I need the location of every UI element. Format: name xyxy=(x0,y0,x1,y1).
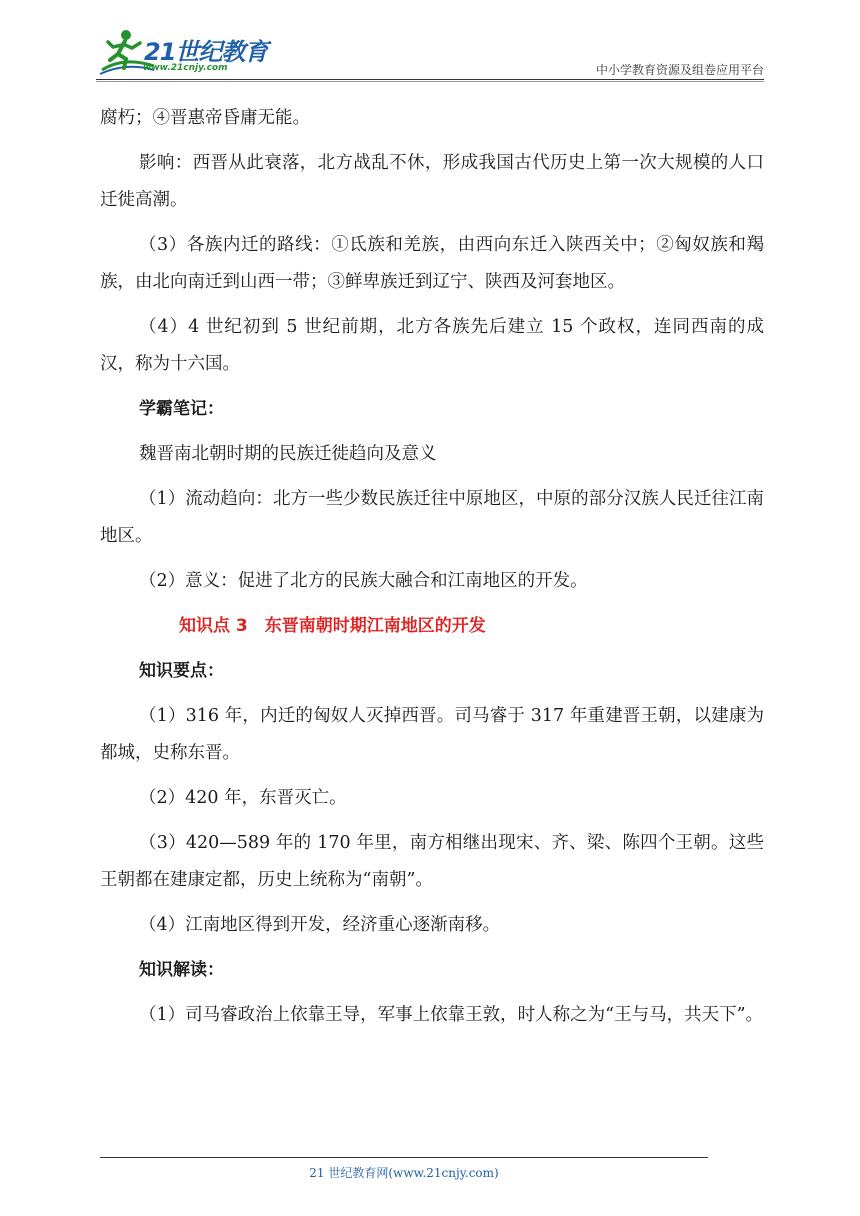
points-heading: 知识要点： xyxy=(139,661,224,681)
paragraph: 魏晋南北朝时期的民族迁徙趋向及意义 xyxy=(139,444,437,464)
paragraph: （2）420 年，东晋灭亡。 xyxy=(139,788,347,808)
paragraph: （1）司马睿政治上依靠王导，军事上依靠王敦，时人称之为“王与马，共天下”。 xyxy=(139,1005,764,1025)
paragraph: （1）流动趋向：北方一些少数民族迁往中原地区，中原的部分汉族人民迁往江南地区。 xyxy=(100,489,764,546)
paragraph: 腐朽；④晋惠帝昏庸无能。 xyxy=(100,108,310,128)
paragraph: （1）316 年，内迁的匈奴人灭掉西晋。司马睿于 317 年重建晋王朝，以建康为都城，史称东晋。 xyxy=(100,706,764,763)
section-title: 知识点 3 东晋南朝时期江南地区的开发 xyxy=(179,616,486,636)
footer-divider xyxy=(100,1157,708,1158)
document-body xyxy=(100,100,764,1042)
paragraph: 影响：西晋从此衰落，北方战乱不休，形成我国古代历史上第一次大规模的人口迁徙高潮。 xyxy=(100,153,764,210)
page-footer: 21 世纪教育网(www.21cnjy.com) xyxy=(309,1166,499,1180)
logo-url: www.21cnjy.com xyxy=(143,63,228,73)
notes-heading: 学霸笔记： xyxy=(139,399,224,419)
paragraph: （4）4 世纪初到 5 世纪前期，北方各族先后建立 15 个政权，连同西南的成汉，称为十六国。 xyxy=(100,317,764,374)
paragraph: （3）各族内迁的路线：①氐族和羌族，由西向东迁入陕西关中；②匈奴族和羯族，由北向南迁到山西一带；③鲜卑族迁到辽宁、陕西及河套地区。 xyxy=(100,235,764,292)
paragraph: （4）江南地区得到开发，经济重心逐渐南移。 xyxy=(139,915,501,935)
logo-wordmark: 21世纪教育 xyxy=(144,38,268,66)
paragraph: （3）420—589 年的 170 年里，南方相继出现宋、齐、梁、陈四个王朝。这些王朝都在建康定都，历史上统称为“南朝”。 xyxy=(100,833,764,890)
header-divider xyxy=(96,79,764,80)
page-header xyxy=(96,26,764,82)
reading-heading: 知识解读： xyxy=(139,960,224,980)
header-tagline: 中小学教育资源及组卷应用平台 xyxy=(595,63,764,77)
site-logo xyxy=(96,26,266,80)
header-divider-thin xyxy=(96,81,764,82)
paragraph: （2）意义：促进了北方的民族大融合和江南地区的开发。 xyxy=(139,571,588,591)
